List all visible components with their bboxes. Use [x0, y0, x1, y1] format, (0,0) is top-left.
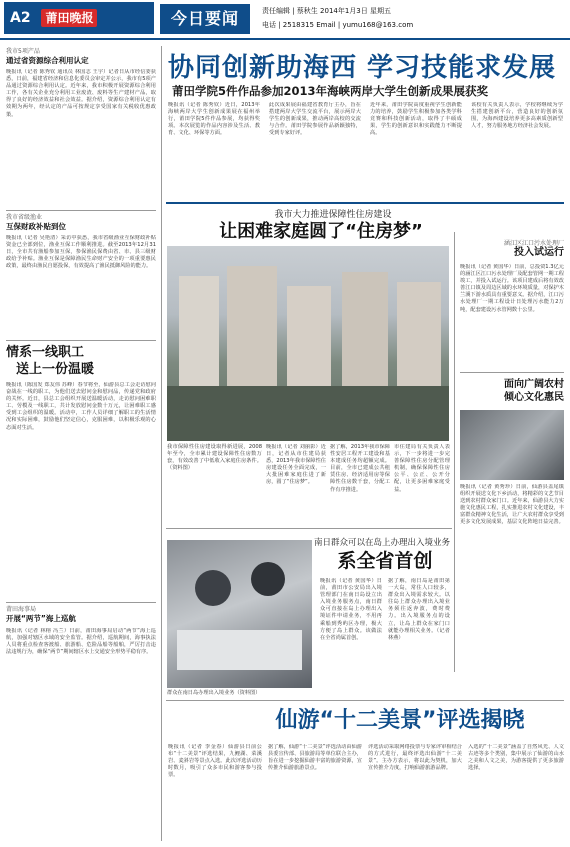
divider	[166, 202, 564, 204]
feature-kicker: 我市大力推进保障性住房建设	[274, 210, 392, 220]
building-shape	[342, 272, 388, 386]
story-b-caption: 群众在南日岛办理出入境业务（资料图）	[167, 690, 261, 696]
article-body: 晚报讯（记者 黄国华）日前，总投资1.3亿元的涵江区江口污水处理厂及配套管网一期工程竣工，并投入试运行。该项目建成后将有效改善江口镇及周边区域的水环境质量，对保护木兰溪下游水质具有重要意义。据介绍，江口污水处理厂一期工程设计日处理污水能力2万吨，配套建设污水管网数十公里。	[460, 264, 564, 313]
body-col: 市住建局有关负责人表示，下一步将进一步完善保障性住房分配管理机制，确保保障性住房公平、公正、公开分配，让更多困难家庭受益。	[394, 444, 450, 493]
article-body: 晚报讯（陈国发 郑友伟 苏峰）春节将至，仙游县总工会走访慰问奋战在一线的职工，为他们送去慰问金和慰问品，传递党和政府的关怀。近日，县总工会组织开展送温暖活动，走访慰问困难职工、劳模及一线职工，共计发放慰问金数十万元，让困难职工感受到工会组织的温暖。活动中，工作人员详细了解职工的生活情况和实际困难，鼓励他们坚定信心，克服困难，以积极乐观的心态面对生活。	[6, 382, 156, 431]
body-col: 入选的“十二美景”涵盖了自然风光、人文古迹等多个类别，集中展示了仙游的山水之美和人文之美，为游客提供了更多旅游选择。	[468, 744, 564, 772]
story-b-kicker: 南日群众可以在岛上办理出入境业务	[313, 538, 450, 548]
article-kicker: 我市省级渔业	[6, 214, 43, 221]
body-col: 评选活动采取网络投票与专家评审相结合的方式进行，最终评选出仙游“十二美景”。主办方表示，将以此为契机，加大宣传推介力度，打响仙游旅游品牌。	[368, 744, 462, 772]
page-label	[4, 2, 154, 34]
article-kicker: 涵江区江口污水处理厂	[503, 240, 564, 247]
article-headline: 投入试运行	[514, 247, 564, 258]
body-col: 据了解，南日岛是莆田第一大岛，常住人口较多，群众出入境需求较大。以往岛上群众办理出入境业务须往返奔波，费时费力。出入境服务点的设立，让岛上群众在家门口就能办理相关业务。（记者 林燕）	[388, 578, 450, 641]
top-story-subhead: 莆田学院5件作品参加2013年海峡两岸大学生创新成果展获奖	[172, 84, 489, 98]
article-body: 晚报讯（记者 黄秀珍）日前，仙游县盖尾镇组织开展送文化下乡活动，将精彩的文艺节目送到农村群众家门口。近年来，仙游县大力实施文化惠民工程，扎实推进农村文化建设，丰富群众精神文化生活，让广大农村群众享受到更多文化发展成果，基层文化阵地日益完善。	[460, 484, 564, 526]
header-meta	[262, 4, 562, 32]
body-col: 晚报讯（记者 陈秀钦）近日，2013年海峡两岸大学生创新成果展在福州举行，莆田学院5件作品参展，均获得奖项。本次展览的作品内容涉及生活、教育、文化、环保等方面。	[168, 102, 260, 137]
building-shape	[287, 286, 331, 386]
article-worker-care	[6, 344, 156, 582]
body-col: 该校有关负责人表示，学校将继续为学生搭建创新平台，营造良好的创新氛围，为海西建设培养更多高素质创新型人才，努力服务地方经济社会发展。	[471, 102, 563, 130]
article-body: 晚报讯（记者 林榕 冯兰）日前，莆田海事局启动“两节”海上巡航，加强对辖区水域的安全监管。据介绍，巡航期间，海事执法人员将重点检查客渡船、旅游船、危险品船等船舶，严厉打击违法违规行为，确保“两节”期间辖区水上交通安全形势平稳有序。	[6, 628, 156, 656]
section-title: 今日要闻	[160, 4, 250, 34]
paper-logo: 莆田晚报	[41, 9, 97, 27]
body-col: 近年来，莆田学院高度重视学生创新能力的培养，鼓励学生积极参加各类学科竞赛和科技创新活动，取得了丰硕成果，学生的创新意识和实践能力不断提高。	[370, 102, 462, 137]
person-shape	[251, 562, 285, 596]
story-c-headline: 仙游“十二美景”评选揭晓	[275, 708, 525, 733]
article-body: 晚报讯（记者 陈秀钦 通讯员 林国志 王宇）记者日从市经信委获悉，日前，福建省经济和信息化委员会审定并公示，我市有5项产品通过资源综合利用认定。近年来，我市积极开展资源综合利用工作，各有关企业充分利用工业废渣、废料等生产建材产品，取得了良好的经济效益和社会效益。据介绍，资源综合利用认定有效期为两年，经认定的产品可按规定享受国家有关税收优惠政策。	[6, 69, 156, 118]
article-headline: 开展“两节”海上巡航	[6, 614, 76, 623]
river-shape	[167, 386, 449, 441]
divider	[6, 340, 156, 341]
article-fishery	[6, 214, 156, 343]
article-sewage-plant	[460, 240, 564, 374]
article-culture	[460, 378, 564, 404]
top-story-headline: 协同创新助海西 学习技能求发展	[168, 53, 557, 83]
article-headline-2: 送上一份温暖	[16, 362, 95, 377]
article-kicker: 莆田海事局	[6, 606, 37, 613]
culture-photo	[460, 410, 564, 480]
col-divider-left	[161, 46, 162, 841]
feature-photo	[167, 246, 449, 441]
divider	[6, 602, 156, 603]
page-number: A2	[10, 10, 31, 26]
contact-line: 电话 | 2518315 Email | yumu168@163.com	[262, 21, 414, 29]
story-b-headline: 系全省首创	[337, 550, 433, 572]
story-b-photo	[167, 540, 312, 688]
article-headline-2: 倾心文化惠民	[504, 392, 564, 403]
top-story-body	[168, 102, 564, 198]
feature-headline: 让困难家庭圆了“住房梦”	[219, 221, 423, 242]
article-product-cert	[6, 48, 156, 191]
body-col: 晚报讯（记者 刘丽影）近日，记者从市住建局获悉，2013年我市保障性住房建设任务全面完成，一大批困难家庭住进了新房，圆了“住房梦”。	[266, 444, 326, 486]
divider	[166, 700, 564, 701]
article-kicker: 我市5项产品	[6, 48, 40, 55]
divider	[166, 528, 452, 529]
article-headline: 互保财政补贴到位	[6, 222, 66, 231]
building-shape	[179, 276, 219, 386]
body-col: 此次成果展由福建省教育厅主办，旨在搭建两岸大学生交流平台，展示两岸大学生的创新成果，推动两岸高校的交流与合作。莆田学院参展作品新颖独特，受到专家好评。	[269, 102, 361, 137]
col-divider-right	[454, 232, 455, 672]
building-shape	[397, 282, 441, 386]
building-shape	[227, 266, 277, 386]
body-col: 晚报讯（记者 李金春）仙游县日前公布“十二美景”评选结果，九鲤湖、菜溪岩、麦斜岩等景点入选。此次评选活动历时数月，吸引了众多市民和游客参与投票。	[168, 744, 262, 779]
person-shape	[195, 570, 231, 606]
feature-caption: 我市保障性住房建设取得新进展，2008年至今，全市累计建设保障性住房数万套，有效改善了中低收入家庭住房条件。（资料图）	[167, 444, 262, 472]
article-body: 晚报讯（记者 吴艳清）采访中获悉，我市省级渔业互保财政补贴资金已全部到位，渔业互保工作顺利推进。截至2013年12月31日，全市共有渔船参加互保，参保渔民保费由省、市、县三级财政给予补贴。渔业互保是保障渔民生命财产安全的一项重要惠民政策，最终由渔民自愿投保，有效提高了渔民抵御风险的能力。	[6, 235, 156, 270]
article-maritime	[6, 606, 156, 838]
body-col: 据了解，2013年我市保障性安居工程开工建设和基本建成任务均超额完成。目前，全市已建成公共租赁住房、经济适用房等保障性住房数千套，分配工作有序推进。	[330, 444, 390, 493]
editor-line: 责任编辑 | 蔡秋生 2014年1月3日 星期五	[262, 7, 391, 15]
divider	[460, 372, 564, 373]
body-col: 据了解，仙游“十二美景”评选活动由仙游县委宣传部、县旅游局等单位联合主办，旨在进一步挖掘仙游丰富的旅游资源，宣传推介仙游旅游景点。	[268, 744, 362, 772]
divider	[6, 210, 156, 211]
article-headline: 面向广阔农村	[504, 379, 564, 390]
article-headline: 情系一线职工	[6, 345, 85, 360]
body-col: 晚报讯（记者 黄国华）日前，莆田市公安局出入境管理部门在南日岛设立出入境业务服务点，南日群众可直接在岛上办理出入境证件申请业务，不用再乘船到秀屿区办理，极大方便了岛上群众。该做法在全省尚属首创。	[320, 578, 382, 641]
desk-shape	[177, 630, 302, 670]
article-headline: 通过省资源综合利用认定	[6, 56, 89, 65]
